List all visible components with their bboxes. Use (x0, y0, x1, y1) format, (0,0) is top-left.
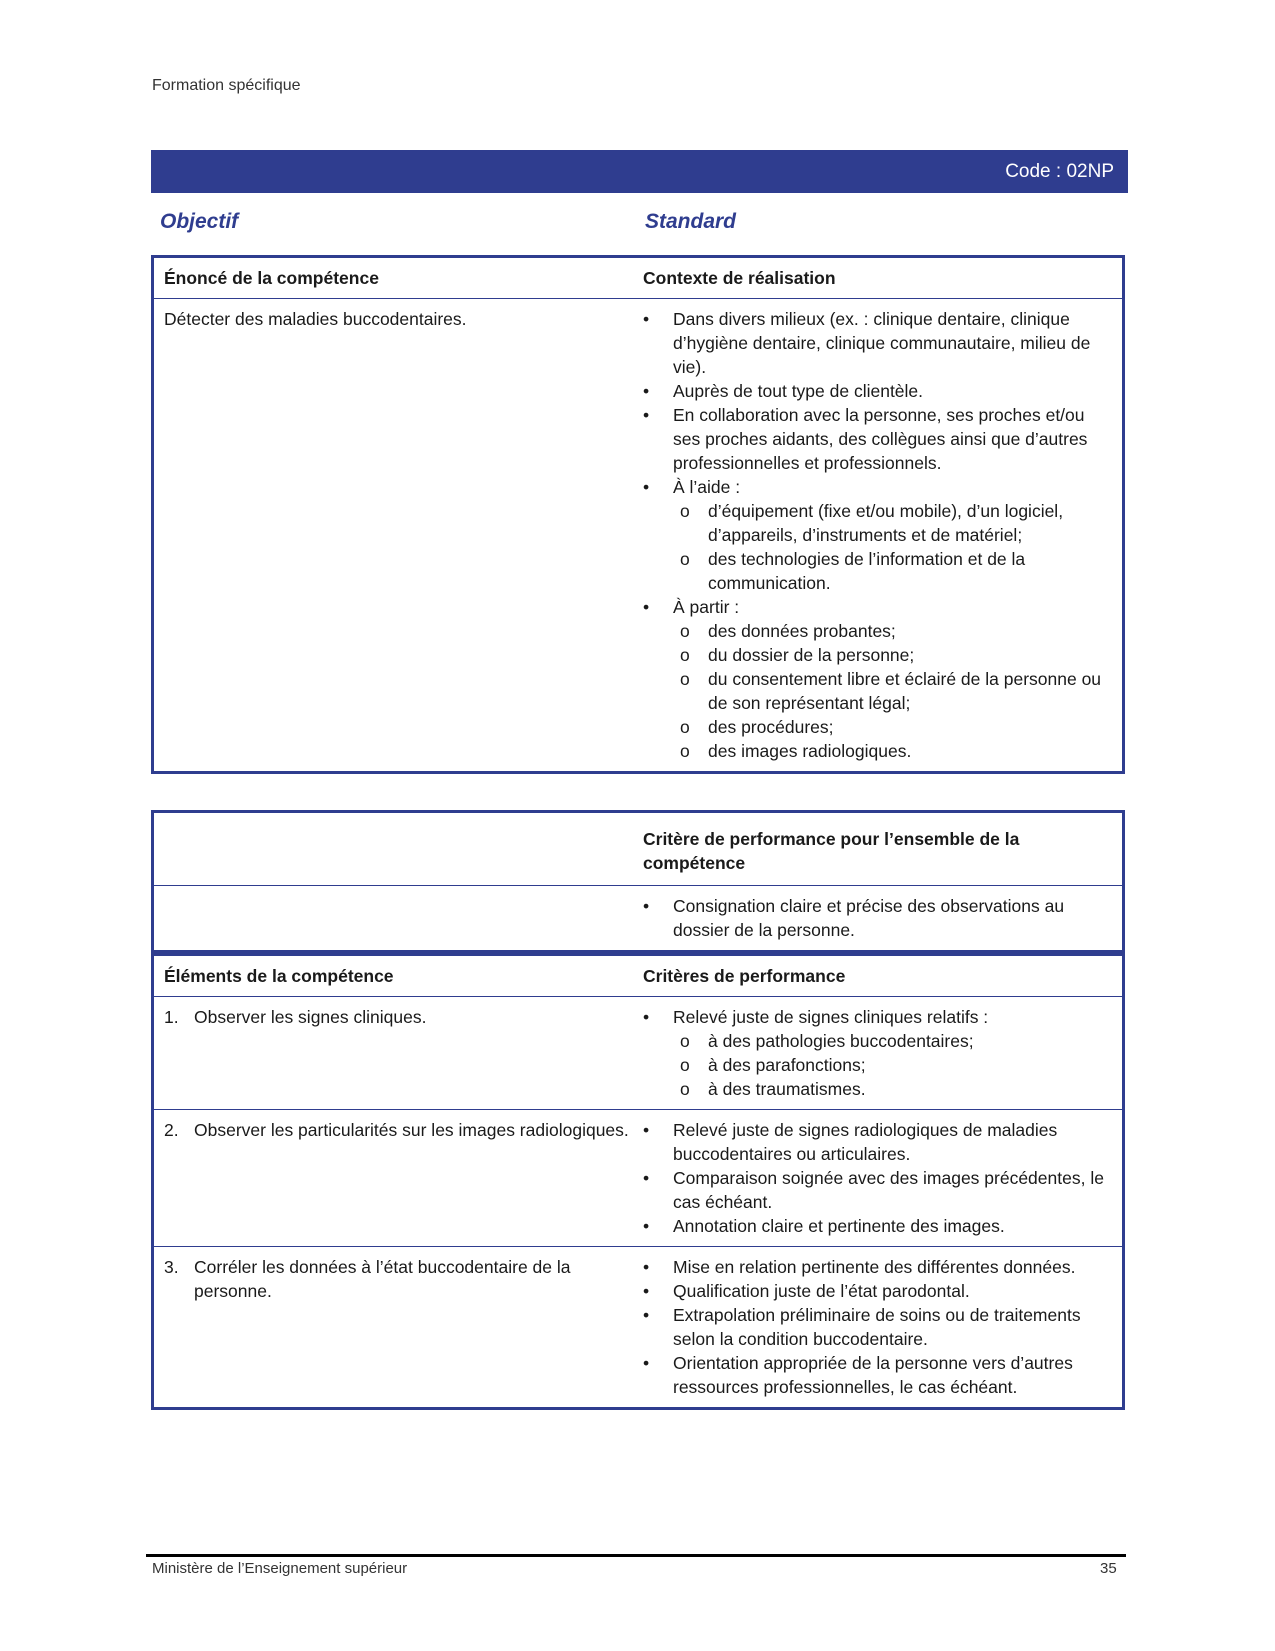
element-text: Observer les particularités sur les images radiologiques. (194, 1120, 629, 1140)
list-item-text: À partir : (673, 597, 740, 617)
list-item: • Annotation claire et pertinente des images. (643, 1214, 1110, 1238)
table-row (154, 298, 1122, 771)
list-item: • Orientation appropriée de la personne vers d’autres ressources professionnelles, le cas échéant. (643, 1351, 1110, 1399)
sub-list-item: o des images radiologiques. (680, 739, 1110, 763)
sub-list-item: o à des pathologies buccodentaires; (680, 1029, 1110, 1053)
element-number: 2. (164, 1120, 179, 1140)
list-item (643, 475, 1110, 595)
element-number: 1. (164, 1007, 179, 1027)
sub-list-item: o du dossier de la personne; (680, 643, 1110, 667)
contexte-header: Contexte de réalisation (643, 268, 836, 288)
competence-statement: Détecter des maladies buccodentaires. (164, 309, 467, 329)
element-number: 3. (164, 1257, 179, 1277)
list-item: • En collaboration avec la personne, ses proches et/ou ses proches aidants, des collègues ainsi que d’autres professionnelles et professionnels. (643, 403, 1110, 475)
sub-list-item: o à des traumatismes. (680, 1077, 1110, 1101)
sub-list (643, 619, 1110, 763)
element-1-criteria (639, 997, 1122, 1109)
sub-list-item: o d’équipement (fixe et/ou mobile), d’un logiciel, d’appareils, d’instruments et de matériel; (680, 499, 1110, 547)
element-3 (154, 1247, 639, 1407)
column-heading-standard: Standard (645, 210, 737, 233)
criteres-header: Critères de performance (643, 966, 846, 986)
element-text: Corréler les données à l’état buccodentaire de la personne. (194, 1257, 571, 1301)
overall-criteria-header: Critère de performance pour l’ensemble de la compétence (643, 829, 1020, 873)
list-item: • Consignation claire et précise des observations au dossier de la personne. (643, 894, 1110, 942)
elements-table (151, 953, 1125, 1410)
overall-criteria-table (151, 810, 1125, 953)
element-text: Observer les signes cliniques. (194, 1007, 427, 1027)
overall-criteria-cell (639, 886, 1122, 950)
running-head: Formation spécifique (152, 77, 301, 94)
overall-criteria-list (643, 894, 1110, 942)
element-2 (154, 1110, 639, 1246)
sub-list-item: o des procédures; (680, 715, 1110, 739)
table-row (154, 1246, 1122, 1407)
sub-list-item: o des technologies de l’information et de la communication. (680, 547, 1110, 595)
competence-table (151, 255, 1125, 774)
page-number: 35 (1100, 1560, 1117, 1577)
list-item: • Auprès de tout type de clientèle. (643, 379, 1110, 403)
table-row (154, 996, 1122, 1109)
empty-cell (154, 813, 639, 885)
contexte-list-cell (639, 299, 1122, 771)
list-item: • Mise en relation pertinente des différentes données. (643, 1255, 1110, 1279)
sub-list-item: o du consentement libre et éclairé de la personne ou de son représentant légal; (680, 667, 1110, 715)
contexte-list (643, 307, 1110, 763)
elements-header: Éléments de la compétence (164, 966, 394, 986)
list-item: • Qualification juste de l’état parodontal. (643, 1279, 1110, 1303)
element-1 (154, 997, 639, 1109)
sub-list-item: o à des parafonctions; (680, 1053, 1110, 1077)
empty-cell (154, 886, 639, 950)
sub-list-item: o des données probantes; (680, 619, 1110, 643)
list-item (643, 1005, 1110, 1101)
code-label: Code : 02NP (1005, 161, 1114, 182)
list-item: • Comparaison soignée avec des images précédentes, le cas échéant. (643, 1166, 1110, 1214)
column-heading-objectif: Objectif (160, 210, 239, 233)
list-item: • Extrapolation préliminaire de soins ou de traitements selon la condition buccodentaire. (643, 1303, 1110, 1351)
table-header-row (154, 258, 1122, 298)
criteria-list (643, 1118, 1110, 1238)
element-2-criteria (639, 1110, 1122, 1246)
footer-rule (146, 1554, 1126, 1557)
criteria-list (643, 1255, 1110, 1399)
list-item-text: Relevé juste de signes cliniques relatifs : (673, 1007, 989, 1027)
footer-ministry: Ministère de l’Enseignement supérieur (152, 1560, 408, 1577)
table-row (154, 885, 1122, 950)
table-header-row (154, 956, 1122, 996)
sub-list (643, 499, 1110, 595)
element-3-criteria (639, 1247, 1122, 1407)
enonce-header: Énoncé de la compétence (164, 268, 379, 288)
criteria-list (643, 1005, 1110, 1101)
list-item: • Dans divers milieux (ex. : clinique dentaire, clinique d’hygiène dentaire, clinique communautaire, milieu de vie). (643, 307, 1110, 379)
table-header-row (154, 813, 1122, 885)
list-item (643, 595, 1110, 763)
list-item-text: À l’aide : (673, 477, 741, 497)
code-bar (151, 150, 1128, 193)
list-item: • Relevé juste de signes radiologiques de maladies buccodentaires ou articulaires. (643, 1118, 1110, 1166)
sub-list (643, 1029, 1110, 1101)
table-row (154, 1109, 1122, 1246)
